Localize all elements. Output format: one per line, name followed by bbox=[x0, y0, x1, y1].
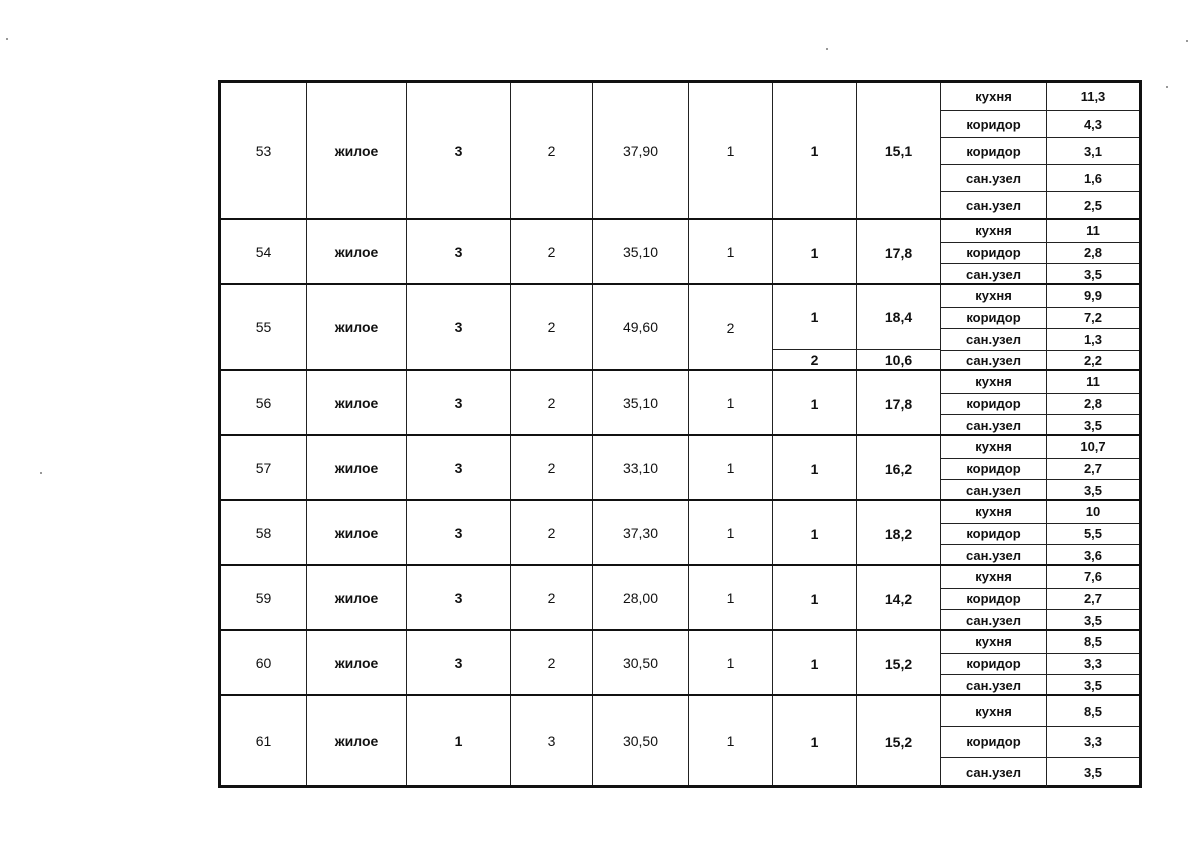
scan-speck bbox=[826, 48, 828, 50]
cell-type: жилое bbox=[307, 371, 407, 434]
cell-aux-room-area: 3,5 bbox=[1047, 674, 1139, 696]
cell-room-count: 1 bbox=[689, 501, 773, 564]
cell-type: жилое bbox=[307, 696, 407, 785]
cell-aux-room-area: 3,5 bbox=[1047, 414, 1139, 436]
cell-room-area: 17,8 bbox=[857, 371, 941, 436]
cell-apartment-number: 60 bbox=[221, 631, 307, 694]
cell-floor: 1 bbox=[407, 696, 511, 785]
cell-aux-room-area: 11 bbox=[1086, 374, 1100, 390]
cell-entrance: 2 bbox=[511, 285, 593, 369]
cell-aux-room-area: 7,6 bbox=[1083, 569, 1103, 585]
room-divider bbox=[773, 349, 941, 350]
cell-aux-room-area: 2,7 bbox=[1047, 458, 1139, 480]
cell-aux-room-area: 8,5 bbox=[1083, 703, 1103, 719]
cell-type: жилое bbox=[307, 631, 407, 694]
cell-room-count: 2 bbox=[689, 285, 773, 371]
cell-room-count: 1 bbox=[689, 436, 773, 499]
cell-room-area: 18,2 bbox=[857, 501, 941, 566]
table-row bbox=[221, 369, 1139, 434]
scan-speck bbox=[6, 38, 8, 40]
cell-aux-room-area: 2,5 bbox=[1047, 191, 1139, 218]
cell-room-number: 1 bbox=[773, 436, 857, 501]
cell-aux-room-area: 11 bbox=[1086, 223, 1100, 239]
cell-floor: 3 bbox=[407, 501, 511, 564]
cell-aux-room-area: 2,7 bbox=[1047, 588, 1139, 610]
scan-speck bbox=[40, 472, 42, 474]
cell-room-number: 1 bbox=[773, 220, 857, 285]
cell-entrance: 3 bbox=[511, 696, 593, 785]
cell-room-number: 1 bbox=[773, 285, 857, 349]
cell-aux-room-area: 11,3 bbox=[1080, 89, 1106, 104]
cell-floor: 3 bbox=[407, 566, 511, 629]
cell-room-number: 1 bbox=[773, 83, 857, 218]
cell-floor: 3 bbox=[407, 83, 511, 218]
cell-apartment-number: 54 bbox=[221, 220, 307, 283]
cell-aux-room-name: сан.узел bbox=[941, 544, 1047, 566]
cell-aux-room-name: кухня bbox=[941, 371, 1047, 393]
table-row bbox=[221, 629, 1139, 694]
cell-aux-room-name: кухня bbox=[941, 631, 1047, 653]
cell-aux-room-name: коридор bbox=[941, 726, 1047, 756]
scan-speck bbox=[1186, 40, 1188, 42]
cell-aux-room-area: 4,3 bbox=[1047, 110, 1139, 137]
cell-aux-room-area: 10 bbox=[1085, 504, 1101, 520]
cell-room-count: 1 bbox=[689, 83, 773, 218]
cell-room-area: 10,6 bbox=[857, 349, 941, 371]
cell-aux-room-name: коридор bbox=[941, 242, 1047, 264]
cell-aux-room-area: 10,7 bbox=[1080, 439, 1106, 455]
cell-aux-room-area: 2,8 bbox=[1047, 242, 1139, 264]
cell-room-area: 17,8 bbox=[857, 220, 941, 285]
cell-room-area: 15,2 bbox=[857, 696, 941, 787]
cell-floor: 3 bbox=[407, 220, 511, 283]
cell-aux-room-name: сан.узел bbox=[941, 328, 1047, 350]
cell-aux-room-name: коридор bbox=[941, 588, 1047, 610]
cell-room-number: 1 bbox=[773, 566, 857, 631]
cell-aux-room-name: сан.узел bbox=[941, 263, 1047, 285]
cell-apartment-number: 55 bbox=[221, 285, 307, 369]
cell-aux-room-name: коридор bbox=[941, 110, 1047, 137]
cell-aux-room-area: 3,3 bbox=[1047, 726, 1139, 756]
cell-aux-room-name: коридор bbox=[941, 653, 1047, 675]
cell-aux-room-name: коридор bbox=[941, 523, 1047, 545]
cell-floor: 3 bbox=[407, 436, 511, 499]
cell-total-area: 35,10 bbox=[593, 220, 689, 283]
cell-aux-room-name: сан.узел bbox=[941, 164, 1047, 191]
cell-total-area: 49,60 bbox=[593, 285, 689, 369]
apartment-table bbox=[218, 80, 1142, 788]
cell-total-area: 37,90 bbox=[593, 83, 689, 218]
table-row bbox=[221, 83, 1139, 218]
cell-aux-room-name: кухня bbox=[941, 696, 1047, 726]
table-row bbox=[221, 218, 1139, 283]
cell-room-number: 1 bbox=[773, 371, 857, 436]
cell-aux-room-area: 1,3 bbox=[1047, 328, 1139, 350]
cell-total-area: 33,10 bbox=[593, 436, 689, 499]
cell-room-count: 1 bbox=[689, 566, 773, 629]
cell-aux-room-area: 3,1 bbox=[1047, 137, 1139, 164]
cell-apartment-number: 58 bbox=[221, 501, 307, 564]
cell-apartment-number: 61 bbox=[221, 696, 307, 785]
cell-aux-room-area: 1,6 bbox=[1047, 164, 1139, 191]
cell-aux-room-area: 3,5 bbox=[1047, 479, 1139, 501]
cell-aux-room-name: сан.узел bbox=[941, 414, 1047, 436]
cell-room-area: 14,2 bbox=[857, 566, 941, 631]
cell-aux-room-name: коридор bbox=[941, 307, 1047, 329]
cell-entrance: 2 bbox=[511, 436, 593, 499]
cell-aux-room-name: кухня bbox=[941, 501, 1047, 523]
cell-apartment-number: 53 bbox=[221, 83, 307, 218]
cell-type: жилое bbox=[307, 83, 407, 218]
cell-aux-room-name: сан.узел bbox=[941, 479, 1047, 501]
cell-type: жилое bbox=[307, 566, 407, 629]
cell-floor: 3 bbox=[407, 631, 511, 694]
cell-apartment-number: 59 bbox=[221, 566, 307, 629]
cell-room-count: 1 bbox=[689, 696, 773, 785]
table-row bbox=[221, 434, 1139, 499]
cell-room-count: 1 bbox=[689, 371, 773, 434]
cell-total-area: 35,10 bbox=[593, 371, 689, 434]
table-row bbox=[221, 694, 1139, 785]
cell-room-number: 1 bbox=[773, 696, 857, 787]
cell-entrance: 2 bbox=[511, 220, 593, 283]
cell-aux-room-area: 7,2 bbox=[1047, 307, 1139, 329]
cell-aux-room-name: кухня bbox=[941, 436, 1047, 458]
cell-aux-room-area: 3,5 bbox=[1047, 757, 1139, 787]
table-row bbox=[221, 283, 1139, 369]
cell-aux-room-area: 5,5 bbox=[1047, 523, 1139, 545]
cell-aux-room-area: 3,3 bbox=[1047, 653, 1139, 675]
cell-aux-room-name: коридор bbox=[941, 393, 1047, 415]
cell-aux-room-name: сан.узел bbox=[941, 191, 1047, 218]
cell-aux-room-name: сан.узел bbox=[941, 674, 1047, 696]
cell-total-area: 37,30 bbox=[593, 501, 689, 564]
cell-room-area: 15,1 bbox=[857, 83, 941, 218]
cell-type: жилое bbox=[307, 501, 407, 564]
cell-room-count: 1 bbox=[689, 220, 773, 283]
cell-type: жилое bbox=[307, 220, 407, 283]
cell-aux-room-name: коридор bbox=[941, 137, 1047, 164]
cell-aux-room-area: 3,5 bbox=[1047, 609, 1139, 631]
cell-room-area: 15,2 bbox=[857, 631, 941, 696]
cell-aux-room-area: 3,5 bbox=[1047, 263, 1139, 285]
cell-total-area: 30,50 bbox=[593, 631, 689, 694]
cell-type: жилое bbox=[307, 436, 407, 499]
cell-entrance: 2 bbox=[511, 566, 593, 629]
cell-aux-room-area: 2,2 bbox=[1047, 350, 1139, 372]
cell-aux-room-area: 3,6 bbox=[1047, 544, 1139, 566]
cell-aux-room-name: сан.узел bbox=[941, 609, 1047, 631]
cell-aux-room-name: сан.узел bbox=[941, 350, 1047, 372]
cell-total-area: 28,00 bbox=[593, 566, 689, 629]
cell-room-area: 18,4 bbox=[857, 285, 941, 349]
table-row bbox=[221, 564, 1139, 629]
cell-total-area: 30,50 bbox=[593, 696, 689, 785]
cell-aux-room-name: кухня bbox=[941, 83, 1047, 110]
cell-entrance: 2 bbox=[511, 631, 593, 694]
cell-aux-room-area: 8,5 bbox=[1083, 634, 1103, 650]
cell-room-number: 1 bbox=[773, 501, 857, 566]
cell-room-area: 16,2 bbox=[857, 436, 941, 501]
cell-aux-room-name: кухня bbox=[941, 566, 1047, 588]
cell-room-count: 1 bbox=[689, 631, 773, 694]
cell-aux-room-name: кухня bbox=[941, 285, 1047, 307]
cell-aux-room-area: 2,8 bbox=[1047, 393, 1139, 415]
cell-apartment-number: 56 bbox=[221, 371, 307, 434]
cell-floor: 3 bbox=[407, 285, 511, 369]
cell-aux-room-name: сан.узел bbox=[941, 757, 1047, 787]
cell-aux-room-area: 9,9 bbox=[1083, 288, 1103, 304]
cell-room-number: 2 bbox=[773, 349, 857, 371]
cell-entrance: 2 bbox=[511, 501, 593, 564]
cell-floor: 3 bbox=[407, 371, 511, 434]
table-row bbox=[221, 499, 1139, 564]
cell-entrance: 2 bbox=[511, 83, 593, 218]
cell-apartment-number: 57 bbox=[221, 436, 307, 499]
cell-aux-room-name: кухня bbox=[941, 220, 1047, 242]
cell-aux-room-name: коридор bbox=[941, 458, 1047, 480]
scan-speck bbox=[1166, 86, 1168, 88]
cell-type: жилое bbox=[307, 285, 407, 369]
cell-entrance: 2 bbox=[511, 371, 593, 434]
cell-room-number: 1 bbox=[773, 631, 857, 696]
